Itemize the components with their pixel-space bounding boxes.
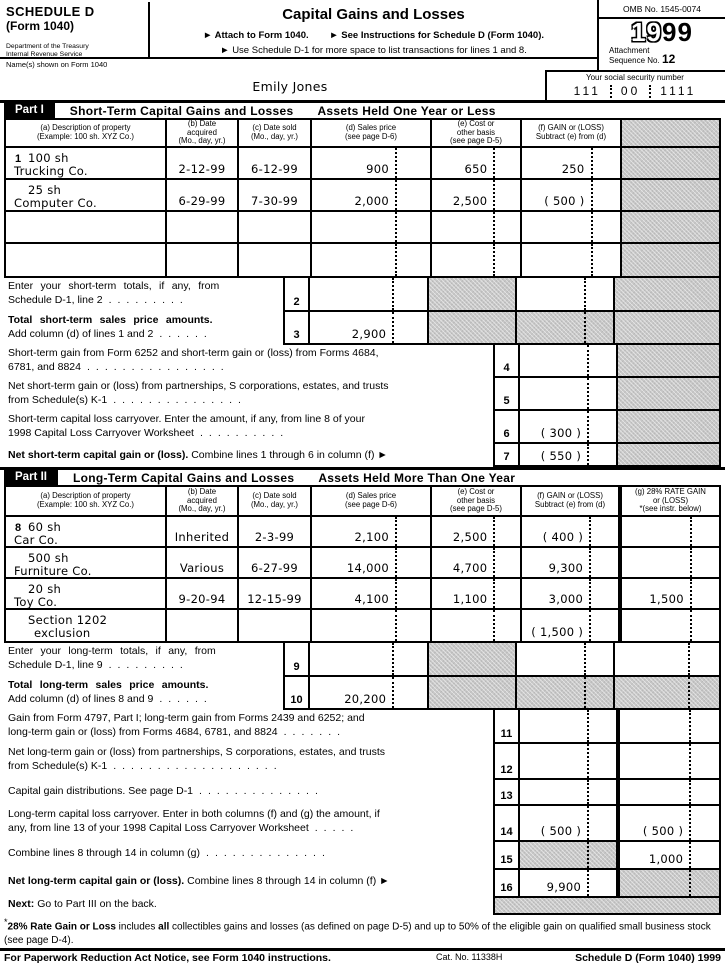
line-2-sales-cell[interactable]	[310, 278, 429, 310]
description-cell[interactable]: 25 sh Computer Co.	[6, 180, 167, 210]
form-footer-title: Schedule D (Form 1040) 1999	[575, 952, 721, 964]
description-cell[interactable]	[6, 244, 167, 276]
right-margin-shaded	[618, 345, 719, 376]
ssn-label: Your social security number	[586, 73, 684, 82]
part1-table	[4, 118, 721, 278]
shaded-cell	[429, 643, 517, 675]
line-7-number: 7	[495, 444, 520, 465]
date-acquired-cell[interactable]: 6-29-99	[167, 180, 239, 210]
ssn-separator	[649, 85, 651, 98]
line-4-amount-cell[interactable]	[520, 345, 618, 376]
col-a-header: (a) Description of property (Example: 100 sh. XYZ Co.)	[6, 487, 167, 515]
line-13-number: 13	[495, 780, 520, 804]
col-f-header: (f) GAIN or (LOSS) Subtract (e) from (d)	[522, 120, 622, 146]
line-9-rate-gain-cell[interactable]	[615, 643, 719, 675]
line-15-g-cell[interactable]: 1,000	[618, 842, 719, 868]
right-margin-shaded	[622, 148, 719, 178]
date-sold-cell[interactable]	[239, 610, 312, 641]
treasury-label: Department of the Treasury	[6, 43, 89, 50]
line-16-number: 16	[495, 870, 520, 896]
gain-loss-cell[interactable]: 250	[522, 148, 622, 178]
shaded-cell	[520, 842, 618, 868]
cost-basis-cell[interactable]: 2,500	[432, 517, 522, 546]
part2-title: Long-Term Capital Gains and Losses	[72, 470, 295, 485]
line-12-number: 12	[495, 744, 520, 778]
shaded-cell	[429, 677, 517, 708]
col-d-header: (d) Sales price (see page D-6)	[312, 487, 432, 515]
part2-table	[4, 485, 721, 643]
shaded-cell	[618, 870, 719, 896]
rate-gain-cell[interactable]	[622, 610, 719, 641]
cost-basis-cell[interactable]: 650	[432, 148, 522, 178]
line-9-sales-cell[interactable]	[310, 643, 429, 675]
form-1040-label: (Form 1040)	[6, 19, 75, 33]
cost-basis-cell[interactable]	[432, 610, 522, 641]
irs-label: Internal Revenue Service	[6, 50, 83, 58]
omb-year-block	[599, 0, 725, 65]
line-14-g-cell[interactable]: ( 500 )	[618, 806, 719, 840]
header-divider	[148, 2, 150, 57]
shaded-cell	[493, 898, 721, 915]
date-acquired-cell[interactable]	[167, 212, 239, 242]
line-number: 8	[15, 522, 22, 534]
table-row	[6, 579, 719, 610]
line-13: Capital gain distributions. See page D-1 .............. 13	[0, 780, 725, 806]
ssn-box-rule	[545, 70, 725, 72]
line-5-number: 5	[495, 378, 520, 409]
sales-price-cell[interactable]: 14,000	[312, 548, 432, 577]
line-12: Net long-term gain or (loss) from partnerships, S corporations, estates, and trusts from Schedule(s) K-1 ................... 12	[0, 744, 725, 780]
line-3: Total short-term sales price amounts. Add column (d) of lines 1 and 2 ...... 3 2,900	[0, 312, 725, 345]
col-c-header: (c) Date sold (Mo., day, yr.)	[239, 120, 312, 146]
gain-loss-cell[interactable]: ( 1,500 )	[522, 610, 622, 641]
col-g-header: (g) 28% RATE GAIN or (LOSS) *(see instr. below)	[635, 486, 706, 514]
part2-column-headers	[6, 487, 719, 517]
line-11-f-cell[interactable]	[520, 710, 618, 742]
description-cell[interactable]: Section 1202 exclusion	[6, 610, 167, 641]
cost-basis-cell[interactable]: 1,100	[432, 579, 522, 608]
line-3-number: 3	[285, 312, 310, 343]
col-b-header: (b) Date acquired (Mo., day, yr.)	[167, 487, 239, 515]
line-16-next: Next: Go to Part III on the back.	[0, 898, 725, 915]
rate-gain-cell[interactable]	[622, 548, 719, 577]
right-margin-shaded	[622, 120, 719, 146]
date-sold-cell[interactable]: 6-12-99	[239, 148, 312, 178]
right-margin-shaded	[618, 444, 719, 465]
gain-loss-cell[interactable]: 3,000	[522, 579, 622, 608]
col-f-header: (f) GAIN or (LOSS) Subtract (e) from (d)	[522, 487, 622, 515]
date-acquired-cell[interactable]: 9-20-94	[167, 579, 239, 608]
part1-subtitle: Assets Held One Year or Less	[317, 103, 496, 118]
right-margin-shaded	[618, 411, 719, 442]
right-margin-shaded	[618, 378, 719, 409]
rate-gain-cell[interactable]: 1,500	[622, 579, 719, 608]
sales-price-cell[interactable]	[312, 244, 432, 276]
line-13-f-cell[interactable]	[520, 780, 618, 804]
line-12-f-cell[interactable]	[520, 744, 618, 778]
table-row	[6, 244, 719, 276]
shaded-cell	[429, 278, 517, 310]
shaded-cell	[517, 312, 615, 343]
line-5-amount-cell[interactable]	[520, 378, 618, 409]
line-10-sales-cell[interactable]: 20,200	[310, 677, 429, 708]
name-label: Name(s) shown on Form 1040	[6, 60, 108, 69]
line-6-amount-cell[interactable]: ( 300 )	[520, 411, 618, 442]
sequence-number: 12	[661, 52, 676, 66]
date-sold-cell[interactable]: 6-27-99	[239, 548, 312, 577]
line-16: Net long-term capital gain or (loss). Combine lines 8 through 14 in column (f) ► 16 9,900	[0, 870, 725, 898]
date-sold-cell[interactable]	[239, 244, 312, 276]
line-number: 1	[15, 153, 22, 165]
cost-basis-cell[interactable]: 4,700	[432, 548, 522, 577]
line-12-g-cell[interactable]	[618, 744, 719, 778]
col-e-header: (e) Cost or other basis (see page D-5)	[432, 120, 522, 146]
table-row	[6, 610, 719, 641]
schedule-d-label: SCHEDULE D	[6, 4, 95, 19]
right-margin-shaded	[615, 278, 719, 310]
description-cell[interactable]: 1 100 sh Trucking Co.	[6, 148, 167, 178]
part1-tag: Part I	[4, 103, 55, 118]
description-cell[interactable]: 20 sh Toy Co.	[6, 579, 167, 608]
form-title-block	[152, 6, 595, 56]
line-6-number: 6	[495, 411, 520, 442]
line-14-number: 14	[495, 806, 520, 840]
gain-loss-cell[interactable]: ( 400 )	[522, 517, 622, 546]
date-acquired-cell[interactable]	[167, 610, 239, 641]
col-d-header: (d) Sales price (see page D-6)	[312, 120, 432, 146]
part2-tag: Part II	[4, 470, 58, 485]
gain-loss-cell[interactable]: 9,300	[522, 548, 622, 577]
omb-number: OMB No. 1545-0074	[599, 0, 725, 19]
line-5: Net short-term gain or (loss) from partnerships, S corporations, estates, and trusts from Schedule(s) K-1 ............... 5	[0, 378, 725, 411]
line-4: Short-term gain from Form 6252 and short-term gain or (loss) from Forms 4684, 6781, and 8824 ................ 4	[0, 345, 725, 378]
description-cell[interactable]: 8 60 sh Car Co.	[6, 517, 167, 546]
sales-price-cell[interactable]: 4,100	[312, 579, 432, 608]
table-row	[6, 212, 719, 244]
paperwork-notice: For Paperwork Reduction Act Notice, see Form 1040 instructions.	[4, 952, 331, 964]
col-a-header: (a) Description of property (Example: 100 sh. XYZ Co.)	[6, 120, 167, 146]
right-margin-shaded	[622, 212, 719, 242]
table-row	[6, 148, 719, 180]
tax-year: 1999	[631, 17, 693, 47]
col-e-header: (e) Cost or other basis (see page D-5)	[432, 487, 522, 515]
date-sold-cell[interactable]: 12-15-99	[239, 579, 312, 608]
line-2-number: 2	[285, 278, 310, 310]
date-sold-cell[interactable]: 2-3-99	[239, 517, 312, 546]
cost-basis-cell[interactable]: 2,500	[432, 180, 522, 210]
footer-rule	[0, 948, 725, 951]
sequence-label: Sequence No. 12	[609, 52, 676, 66]
sales-price-cell[interactable]: 2,100	[312, 517, 432, 546]
gain-loss-cell[interactable]: ( 500 )	[522, 180, 622, 210]
cost-basis-cell[interactable]	[432, 212, 522, 242]
line-6: Short-term capital loss carryover. Enter the amount, if any, from line 8 of your 1998 Capital Loss Carryover Worksheet .......... 6 ( 300 )	[0, 411, 725, 444]
ssn-separator	[610, 85, 612, 98]
form-identifier-block	[6, 4, 146, 58]
line-7: Net short-term capital gain or (loss). Combine lines 1 through 6 in column (f) ► 7 ( 550 )	[0, 444, 725, 467]
cost-basis-cell[interactable]	[432, 244, 522, 276]
line-15: Combine lines 8 through 14 in column (g) .............. 15 1,000	[0, 842, 725, 870]
line-2-gain-cell[interactable]	[517, 278, 615, 310]
col-c-header: (c) Date sold (Mo., day, yr.)	[239, 487, 312, 515]
line-11-number: 11	[495, 710, 520, 742]
line-3-sales-cell[interactable]: 2,900	[310, 312, 429, 343]
table-row	[6, 548, 719, 579]
part2-header-bar	[0, 467, 725, 485]
catalog-number: Cat. No. 11338H	[436, 952, 503, 962]
name-field[interactable]: Emily Jones	[252, 79, 328, 94]
date-acquired-cell[interactable]: Various	[167, 548, 239, 577]
line-10-number: 10	[285, 677, 310, 708]
line-9-number: 9	[285, 643, 310, 675]
date-sold-cell[interactable]: 7-30-99	[239, 180, 312, 210]
shaded-cell	[517, 677, 615, 708]
right-margin-shaded	[615, 312, 719, 343]
line-9-gain-cell[interactable]	[517, 643, 615, 675]
line-4-number: 4	[495, 345, 520, 376]
date-acquired-cell[interactable]: 2-12-99	[167, 148, 239, 178]
rate-gain-cell[interactable]	[622, 517, 719, 546]
line-16-f-cell[interactable]: 9,900	[520, 870, 618, 896]
date-sold-cell[interactable]	[239, 212, 312, 242]
line-7-amount-cell[interactable]: ( 550 )	[520, 444, 618, 465]
part2-subtitle: Assets Held More Than One Year	[318, 470, 516, 485]
line-13-g-cell[interactable]	[618, 780, 719, 804]
see-instruction: ► See Instructions for Schedule D (Form 1040).	[329, 30, 545, 41]
line-2: Enter your short-term totals, if any, from Schedule D-1, line 2 ......... 2	[0, 278, 725, 312]
description-cell[interactable]: 500 sh Furniture Co.	[6, 548, 167, 577]
attach-instruction: ► Attach to Form 1040.	[202, 30, 309, 41]
description-cell[interactable]	[6, 212, 167, 242]
line-11-g-cell[interactable]	[618, 710, 719, 742]
sales-price-cell[interactable]	[312, 610, 432, 641]
part1-column-headers	[6, 120, 719, 148]
ssn-field[interactable]: 111 00 1111	[573, 84, 697, 98]
gain-loss-cell[interactable]	[522, 212, 622, 242]
shaded-cell	[429, 312, 517, 343]
line-14-f-cell[interactable]: ( 500 )	[520, 806, 618, 840]
header-rule	[0, 57, 597, 59]
line-9: Enter your long-term totals, if any, from Schedule D-1, line 9 ......... 9	[0, 643, 725, 677]
line-10: Total long-term sales price amounts. Add column (d) of lines 8 and 9 ...... 10 20,200	[0, 677, 725, 710]
attachment-label: Attachment	[609, 46, 650, 55]
rate-gain-footnote: *28% Rate Gain or Loss includes all collectibles gains and losses (as defined on page D-5) and up to 50% of the eligible gain on qualified small business stock (see page D-4).	[4, 917, 711, 947]
line-14: Long-term capital loss carryover. Enter in both columns (f) and (g) the amount, if any, from line 13 of your 1998 Capital Loss Carryover Worksheet ..... 14 ( 500 ) ( 500 )	[0, 806, 725, 842]
col-b-header: (b) Date acquired (Mo., day, yr.)	[167, 120, 239, 146]
part1-header-bar	[0, 100, 725, 118]
table-row	[6, 180, 719, 212]
sales-price-cell[interactable]: 900	[312, 148, 432, 178]
shaded-cell	[615, 677, 719, 708]
right-margin-shaded	[622, 180, 719, 210]
line-15-number: 15	[495, 842, 520, 868]
sales-price-cell[interactable]: 2,000	[312, 180, 432, 210]
part1-title: Short-Term Capital Gains and Losses	[69, 103, 294, 118]
footer	[4, 952, 721, 966]
line-11: Gain from Form 4797, Part I; long-term gain from Forms 2439 and 6252; and long-term gain or (loss) from Forms 4684, 6781, and 8824 ....... 11	[0, 710, 725, 744]
right-margin-shaded	[622, 244, 719, 276]
date-acquired-cell[interactable]	[167, 244, 239, 276]
table-row	[6, 517, 719, 548]
date-acquired-cell[interactable]: Inherited	[167, 517, 239, 546]
form-title: Capital Gains and Losses	[282, 6, 465, 23]
schedule-d1-instruction: ► Use Schedule D-1 for more space to list transactions for lines 1 and 8.	[220, 45, 527, 56]
sales-price-cell[interactable]	[312, 212, 432, 242]
gain-loss-cell[interactable]	[522, 244, 622, 276]
